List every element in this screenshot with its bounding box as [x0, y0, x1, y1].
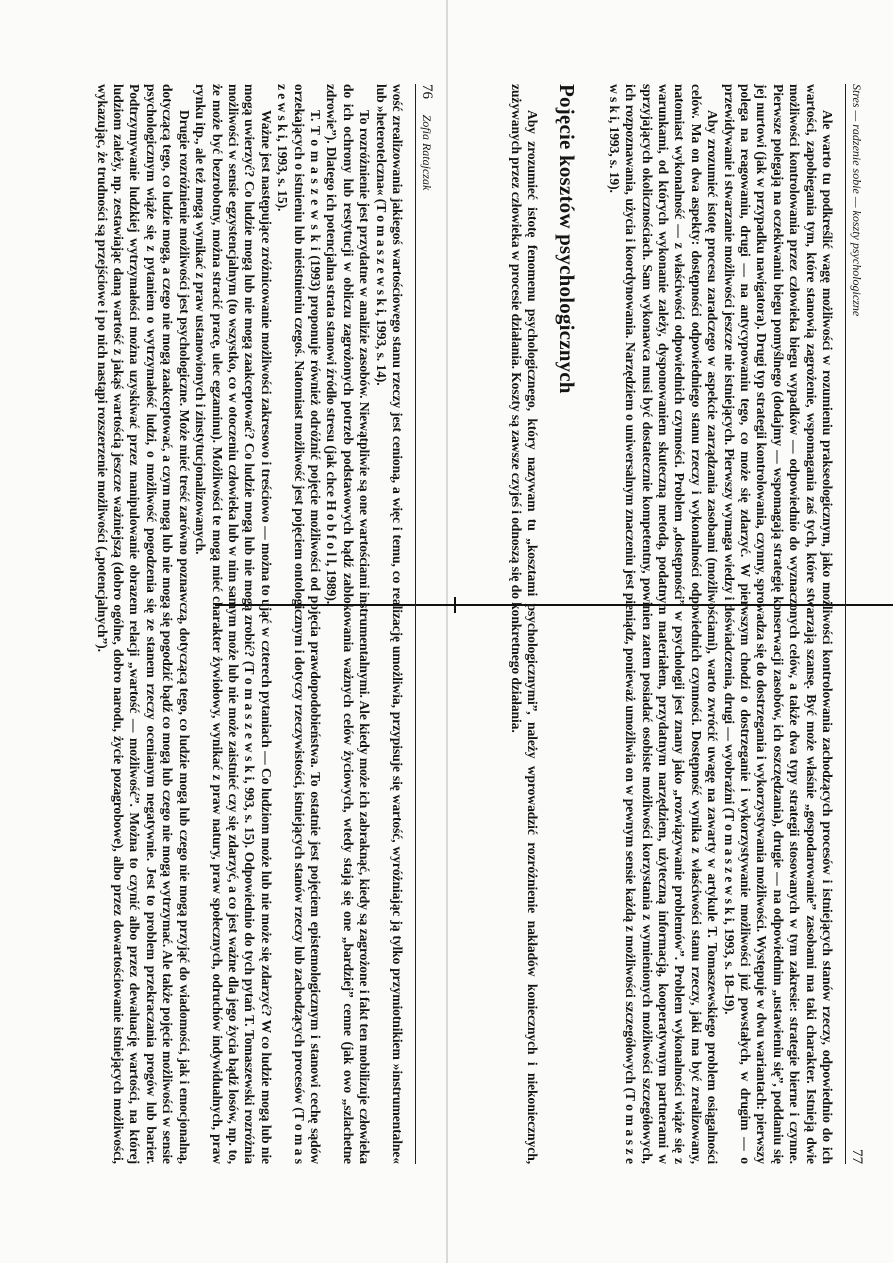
running-head-76	[415, 84, 435, 1164]
page-number-76: 76	[419, 84, 435, 99]
paragraph: T. T o m a s z e w s k i (1993) proponuje również odróżnić pojęcie możliwości od pojęcia prawdopodobieństwa. To ostatnie jest pojęciem epistemologicznym i stanowi cechę sądów orzekających o istnieniu lub nieistnieniu czegoś. Natomiast możliwość jest pojęciem ontologicznym i dotyczy rzeczywistości, istniejących stanów rzeczy lub zachodzących procesów (T o m a s z e w s k i, 1993, s. 15).	[275, 84, 323, 1164]
paragraph: Aby zrozumieć istotę procesu zaradczego w aspekcie zarządzania zasobami (możliwościami), warto zwrócić uwagę na zawarty w artykule T. Tomaszewskiego problem osiągalności celów. Ma on dwa aspekty: dostępności odpowiedniego stanu rzeczy i wykonalności odpowiednich czynności. Dostępność wynika z właściwości stanu rzeczy, jaki ma być zrealizowany, natomiast wykonalność — z właściwości odpowiednich czynności. Problem „dostępności” w psychologii jest znany jako „rozwiązywanie problemów”. Problem wykonalności wiąże się z warunkami, od których wykonanie zależy, dysponowaniem skuteczną metodą, podatnym materiałem, przydatnym narzędziem, użyteczną informacją, kooperatywnym partnerami w sprzyjających okolicznościach. Sam wykonawca musi być dostatecznie kompetentny, powinien zatem posiadać osobiste możliwości korzystania z wymienionych możliwości szczegółowych, ich rozpoznawania, użycia i koordynowania. Narzędziem o uniwersalnym znaczeniu jest pieniądz, ponieważ umożliwia on w pewnym sensie każdą z możliwości szczegółowych (T o m a s z e w s k i, 1993, s. 19).	[606, 84, 721, 1164]
running-head-author: Zofia Ratajczak	[420, 114, 434, 191]
paragraph: Ważne jest następujące zróżnicowanie możliwości zakresowo i treściowo — można to ująć w czterech pytaniach — Co ludziom może lub nie może się zdarzyć? W co ludzie mogą lub nie mogą uwierzyć? Co ludzie mogą lub nie mogą zaakceptować? Co ludzie mogą lub nie mogą zrobić? (T o m a s z e w s k i, 993, s. 15). Odpowiednio do tych pytań T. Tomaszewski rozróżnia możliwości w sensie egzystencjalnym (to wszystko, co w otoczeniu człowieka lub w nim samym może lub nie może zaistnieć czy się zdarzyć, a co jest ważne dla jego życia bądź losów, np. to, że może być bezrobotny, można stracić pracę, ulec egzaminu). Możliwości te mogą mieć charakter żywiołowy, wynikać z praw natury, praw społecznych, odruchów indywidualnych, praw rynku itp., ale też mogą wynikać z praw ustanowionych i zinstytucjonalizowanych.	[193, 84, 274, 1164]
running-head-title: Stres — radzenie sobie — koszty psychologiczne	[850, 84, 864, 317]
section-heading: Pojęcie kosztów psychologicznych	[555, 84, 580, 394]
paragraph: Ale warto tu podkreślić wagę możliwości w rozumieniu prakseologicznym, jako możliwości kontrolowania zachodzących procesów i istniejących stanów rzeczy, odpowiednio do ich wartości, zapobiegania tym, które stanowią zagrożenie, wspomagania zaś tych, które stwarzają szansę. Być może właśnie „gospodarowanie” zasobami ma taki charakter. Istnieją dwie możliwości kontrolowania przez człowieka biegu wypadków — odpowiednio do wyznaczonych celów, a także dwa typy strategii stosowanych w tym zakresie: strategie bierne i czynne. Pierwsze polegają na oczekiwaniu biegu pomyślnego (dodajmy — wspomagają strategię konserwacji zasobów, ich oszczędzania), drugie — na odpowiednim „ustawieniu się”, poddaniu się jej nurtowi (jak w przypadku nawigatora). Drugi typ strategii kontrolowania, czynny, sprowadza się do dostrzegania i wykorzystywania możliwości. Występuje w dwu wariantach: pierwszy polega na reagowaniu, drugi — na antycypowaniu tego, co może się zdarzyć. W pierwszym chodzi o dostrzeganie i wykorzystywanie możliwości już powstałych, w drugim — o przewidywanie i stwarzanie możliwości jeszcze nie istniejących. Pierwszy wymaga wiedzy i doświadczenia, drugi — wyobraźni (T o m a s z e w s k i, 1993, s. 18–19).	[721, 84, 835, 1164]
paragraph: Aby zrozumieć istotę fenomenu psychologicznego, który nazywam tu „kosztami psychologicznymi”, należy wprowadzić rozróżnienie nakładów koniecznych i niekoniecznych, zużywanych przez człowieka w procesie działania. Koszty są zawsze czyjeś i odnoszą się do konkretnego działania.	[508, 84, 541, 1164]
paragraph-continued: wość zrealizowania jakiegoś wartościowego stanu rzeczy jest cenioną, a więc i temu, co realizację umożliwia, przypisuje się wartość, wyróżniając ją tylko przymiotnikiem »instrumentalne« lub »heterotelczna« (T o m a s z e w s k i, 1993, s. 14).	[373, 84, 405, 1164]
running-head-77	[845, 84, 865, 1164]
page-76	[15, 84, 435, 1164]
page-number-77: 77	[849, 1149, 865, 1164]
paragraph: To rozróżnienie jest przydatne w analizie zasobów. Niewątpliwie są one wartościami instrumentalnymi. Ale kiedy może ich zabraknąć, kiedy są zagrożone i fakt ten mobilizuje człowieka do ich ochrony lub restytucji w obliczu zagrożonych potrzeb podstawowych bądź zablokowania ważnych celów życiowych, wtedy stają się one „bardziej” cenne (jak owo „szlachetne zdrowie”). Dlatego ich potencjalna strata stanowi źródło stresu (jak chce H o b f o l l, 1989).	[324, 84, 373, 1164]
paragraph: Drugie rozróżnienie możliwości jest psychologiczne. Może mieć treść zarówno poznawczą, dotyczącą tego, co ludzie mogą lub czego nie mogą przyjąć do wiadomości, jak i emocjonalną, dotyczącą tego, co ludzie mogą, a czego nie mogą zaakceptować, a czym mogą lub nie mogą się pogodzić bądź co mogą lub czego nie mogą wytrzymać. Ale także pojęcie możliwości w sensie psychologicznym wiąże się z pytaniem o wytrzymałość ludzi, o możliwość pogodzenia się ze stanem rzeczy ocenianym negatywnie. Jest to problem przekraczania progów lub barier. Podtrzymywanie ludzkiej wytrzymałości można uzyskiwać przez manipulowanie obrazem relacji „wartość — możliwość”. Można to czynić albo przez dewaluację wartości, na której ludziom zależy, np. zestawiając daną wartość z jakąś wartością jeszcze ważniejszą (dobro ogólne, dobro narodu, życie pozagrobowe), albo przez dowartościowanie istniejących możliwości, wykazując, że trudności są przejściowe i po nich nastąpi rozszerzenie możliwości („potencjalnych”).	[94, 84, 192, 1164]
running-head-left	[418, 84, 435, 190]
page-77	[440, 84, 865, 1164]
